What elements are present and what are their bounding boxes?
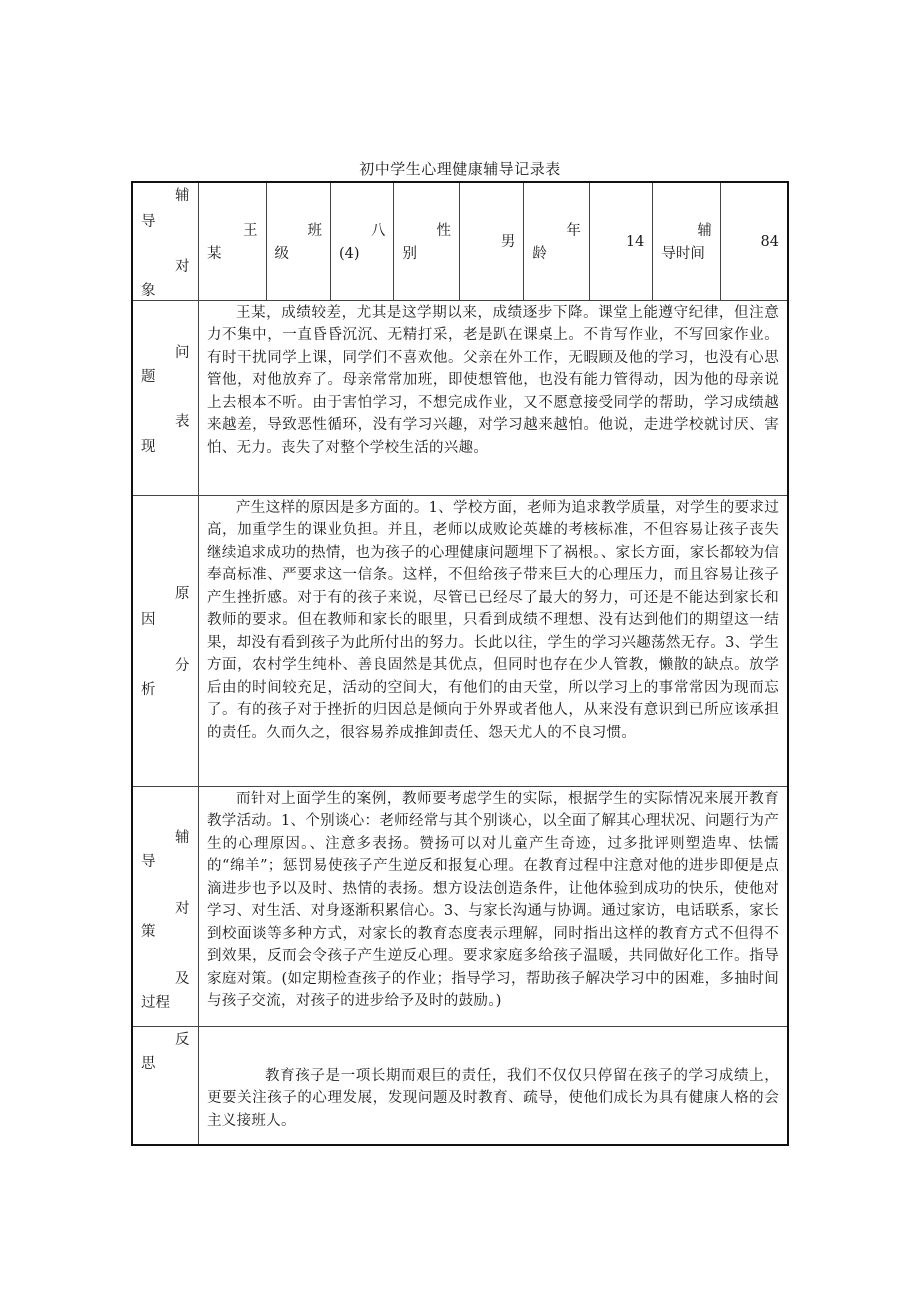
- strategy-cell: [199, 786, 789, 1026]
- gender-value: 男: [459, 182, 523, 300]
- cause-text: 产生这样的原因是多方面的。1、学校方面，老师为追求教学质量，对学生的要求过高，加重学生的课业负担。并且，老师以成败论英雄的考核标准，不但容易让孩子丧失继续追求成功的热情，也为孩子的心理健康问题埋下了祸根。、家长方面，家长都较为信奉高标准、严要求这一信条。这样，不但给孩子带来巨大的心理压力，而且容易让孩子产生挫折感。对于有的孩子来说，尽管已已经尽了最大的努力，可还是不能达到家长和教师的要求。但在教师和家长的眼里，只看到成绩不理想、没有达到他们的期望这一结果，却没有看到孩子为此所付出的努力。长此以往，学生的学习兴趣荡然无存。3、学生方面，农村学生纯朴、善良固然是其优点，但同时也存在少人管教，懒散的缺点。放学后由的时间较充足，活动的空间大，有他们的由天堂，所以学习上的事常常因为现而忘了。有的孩子对于挫折的归因总是倾向于外界或者他人，从来没有意识到已所应该承担的责任。久而久之，很容易养成推卸责任、怨天尤人的不良习惯。: [207, 499, 779, 741]
- problem-text: 王某，成绩较差，尤其是这学期以来，成绩逐步下降。课堂上能遵守纪律，但注意力不集中，一直昏昏沉沉、无精打采，老是趴在课桌上。不肯写作业，不写回家作业。有时干扰同学上课，同学们不喜欢他。父亲在外工作，无暇顾及他的学习，也没有心思管他，对他放弃了。母亲常常加班，即使想管他，也没有能力管得动，因为他的母亲说上去根本不听。由于害怕学习，不想完成作业，又不愿意接受同学的帮助，学习成绩越来越差，导致恶性循环，没有学习兴趣，对学习越来越怕。他说，走进学校就讨厌、害怕、无力。丧失了对整个学校生活的兴趣。: [207, 304, 779, 456]
- counseling-time-value: 84: [720, 182, 788, 300]
- strategy-text: 而针对上面学生的案例，教师要考虑学生的实际，根据学生的实际情况来展开教育教学活动。1、个别谈心：老师经常与其个别谈心，以全面了解其心理状况、问题行为产生的心理原因。、注意多表扬。赞扬可以对儿童产生奇迹，过多批评则塑造卑、怯懦的“绵羊”；惩罚易使孩子产生逆反和报复心理。在教育过程中注意对他的进步即便是点滴进步也予以及时、热情的表扬。想方设法创造条件，让他体验到成功的快乐，使他对学习、对生活、对身逐渐积累信心。3、与家长沟通与协调。通过家访，电话联系，家长到校面谈等多种方式，对家长的教育态度表示理解，同时指出这样的教育方式不但得不到效果，反而会令孩子产生逆反心理。要求家庭多给孩子温暖，共同做好化工作。指导家庭对策。(如定期检查孩子的作业；指导学习，帮助孩子解决学习中的困难，多抽时间与孩子交流，对孩子的进步给予及时的鼓励。): [207, 790, 779, 1009]
- document-title: 初中学生心理健康辅导记录表: [359, 160, 561, 178]
- problem-row: [132, 300, 788, 495]
- target-row: [132, 182, 788, 300]
- record-table: [131, 181, 789, 1146]
- gender-label: 性 别: [394, 182, 459, 300]
- reflection-cell: [199, 1026, 789, 1145]
- class-label: 班 级: [266, 182, 330, 300]
- cause-row: [132, 495, 788, 786]
- counseling-time-label: 辅 导时间: [653, 182, 721, 300]
- strategy-row: [132, 786, 788, 1026]
- problem-cell: [199, 300, 789, 495]
- age-label: 年 龄: [524, 182, 589, 300]
- class-value: 八 (4): [330, 182, 393, 300]
- target-label: 辅 导 对 象: [132, 182, 199, 300]
- reflection-text: 教育孩子是一项长期而艰巨的责任，我们不仅仅只停留在孩子的学习成绩上，更要关注孩子的心理发展，发现问题及时教育、疏导，使他们成长为具有健康人格的会主义接班人。: [207, 1067, 779, 1129]
- student-name: 王 某: [199, 182, 267, 300]
- reflection-label: 反 思: [132, 1026, 199, 1145]
- cause-label: 原 因 分 析: [132, 495, 199, 786]
- cause-cell: [199, 495, 789, 786]
- reflection-row: [132, 1026, 788, 1145]
- strategy-label: 辅 导 对 策 及 过程: [132, 786, 199, 1026]
- problem-label: 问 题 表 现: [132, 300, 199, 495]
- age-value: 14: [589, 182, 652, 300]
